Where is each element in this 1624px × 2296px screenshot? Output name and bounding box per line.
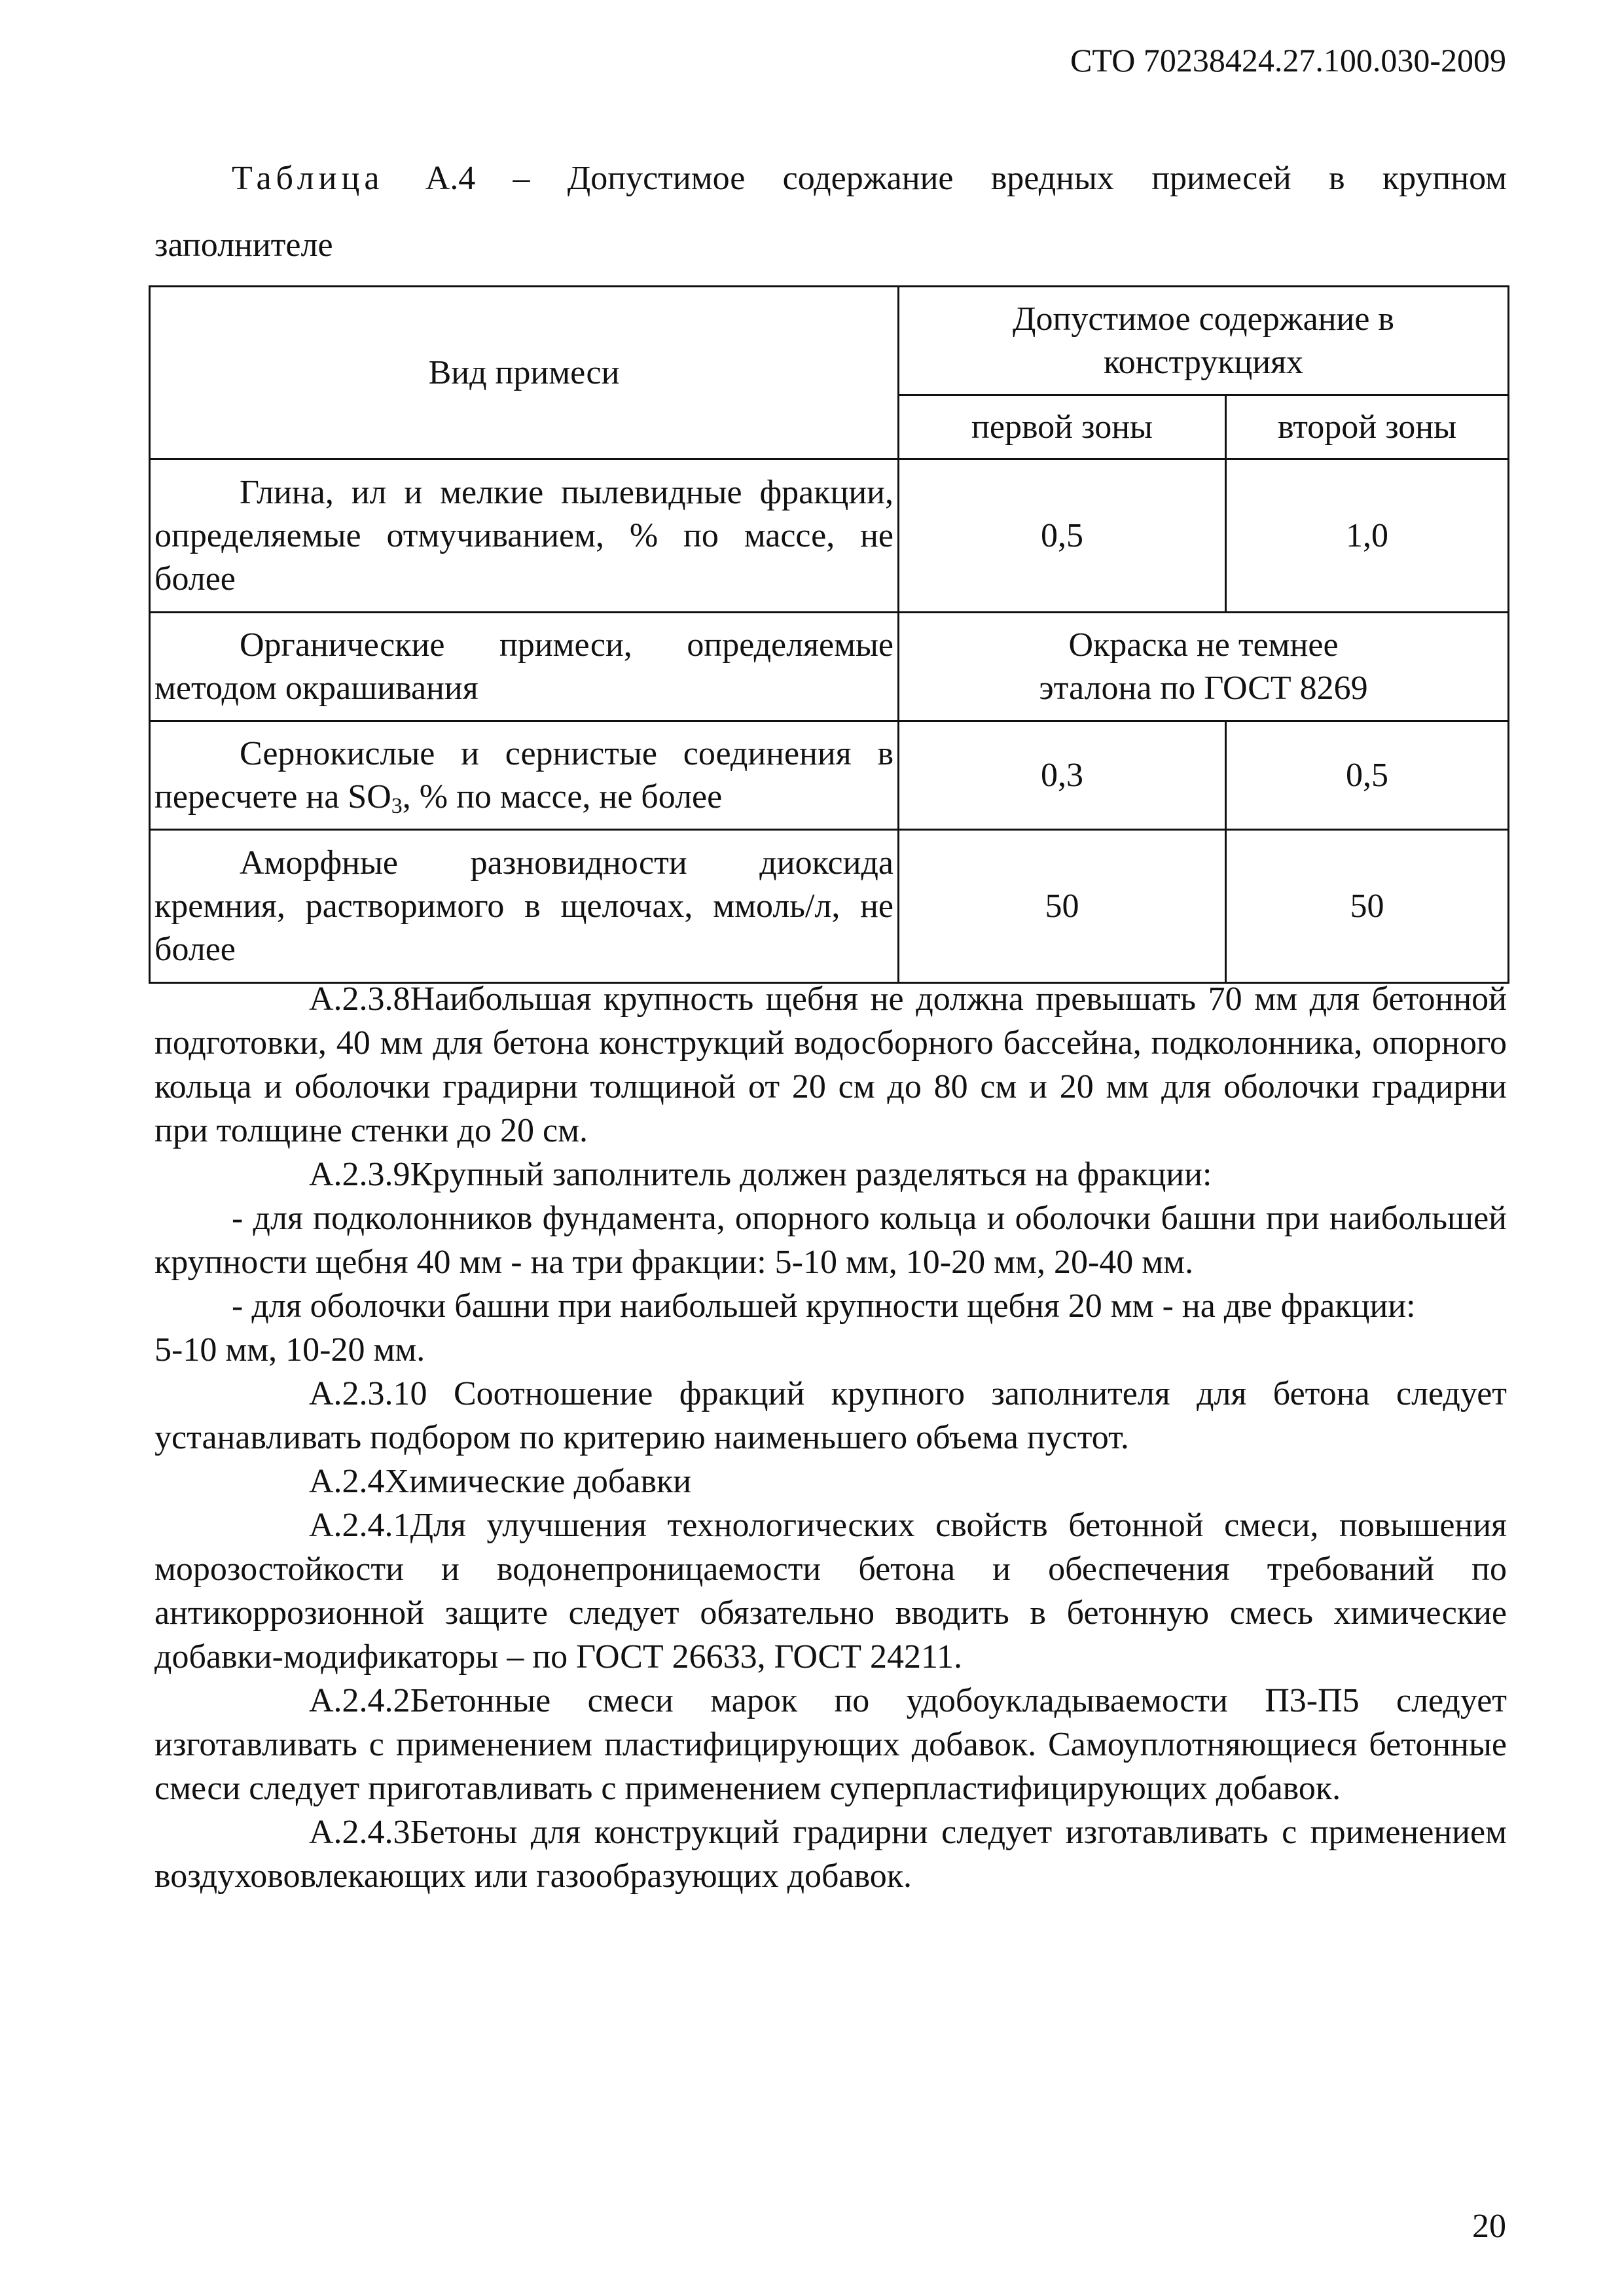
paragraph-fractions-20: - для оболочки башни при наибольшей крупности щебня 20 мм - на две фракции:	[232, 1287, 1416, 1325]
row-2-merged-value: Окраска не темнее эталона по ГОСТ 8269	[899, 613, 1509, 721]
paragraph-a2310: А.2.3.10 Соотношение фракций крупного заполнителя для бетона следует устанавливать подбором по критерию наименьшего объема пустот.	[154, 1375, 1507, 1456]
table-row	[150, 459, 1509, 613]
paragraph-a238: А.2.3.8Наибольшая крупность щебня не должна превышать 70 мм для бетонной подготовки, 40 мм для бетона конструкций водосборного бассейна, подколонника, опорного кольца и оболочки градирни толщиной от 20 см до 80 см и 20 мм для оболочки градирни при толщине стенки до 20 см.	[154, 980, 1507, 1149]
paragraph-a241: А.2.4.1Для улучшения технологических свойств бетонной смеси, повышения морозостойкости и водонепроницаемости бетона и обеспечения требований по антикоррозионной защите следует обязательно вводить в бетонную смесь химические добавки-модификаторы – по ГОСТ 26633, ГОСТ 24211.	[154, 1507, 1507, 1676]
row-3-name: Сернокислые и сернистые соединения в пересчете на $SO_3$, % по массе, не более	[150, 721, 899, 830]
header-allowed-content: Допустимое содержание в конструкциях	[899, 287, 1509, 395]
table-row	[150, 830, 1509, 983]
document-code: СТО 70238424.27.100.030-2009	[1070, 42, 1506, 79]
paragraph-fractions-40: - для подколонников фундамента, опорного кольца и оболочки башни при наибольшей крупности щебня 40 мм - на три фракции: 5-10 мм, 10-20 мм, 20-40 мм.	[154, 1200, 1507, 1281]
row-3-zone-2: 0,5	[1226, 721, 1509, 830]
paragraph-fractions-20-cont: 5-10 мм, 10-20 мм.	[154, 1331, 425, 1369]
row-1-zone-2: 1,0	[1226, 459, 1509, 613]
table-row	[150, 721, 1509, 830]
row-1-name: Глина, ил и мелкие пылевидные фракции, определяемые отмучиванием, % по массе, не более	[150, 459, 899, 613]
row-3-zone-1: 0,3	[899, 721, 1226, 830]
row-4-zone-2: 50	[1226, 830, 1509, 983]
row-2-name: Органические примеси, определяемые методом окрашивания	[150, 613, 899, 721]
header-admixture-type: Вид примеси	[150, 287, 899, 459]
section-heading-a24: А.2.4Химические добавки	[309, 1463, 692, 1500]
row-4-zone-1: 50	[899, 830, 1226, 983]
header-zone-2: второй зоны	[1226, 395, 1509, 459]
paragraph-a239: А.2.3.9Крупный заполнитель должен разделяться на фракции:	[309, 1156, 1212, 1193]
page-number: 20	[1472, 2208, 1506, 2245]
header-zone-1: первой зоны	[899, 395, 1226, 459]
caption-word: Таблица	[232, 160, 384, 197]
row-1-zone-1: 0,5	[899, 459, 1226, 613]
admixture-table	[149, 285, 1509, 984]
table-row	[150, 613, 1509, 721]
table-caption	[154, 145, 1507, 279]
caption-text: А.4 – Допустимое содержание вредных примесей в крупном	[425, 160, 1507, 197]
row-4-name: Аморфные разновидности диоксида кремния, растворимого в щелочах, ммоль/л, не более	[150, 830, 899, 983]
caption-text-continued: заполнителе	[154, 226, 333, 264]
paragraph-a242: А.2.4.2Бетонные смеси марок по удобоукладываемости П3-П5 следует изготавливать с применением пластифицирующих добавок. Самоуплотняющиеся бетонные смеси следует приготавливать с применением суперпластифицирующих добавок.	[154, 1682, 1507, 1807]
paragraph-a243: А.2.4.3Бетоны для конструкций градирни следует изготавливать с применением воздухововлекающих или газообразующих добавок.	[154, 1814, 1507, 1895]
body-text	[154, 977, 1507, 1898]
